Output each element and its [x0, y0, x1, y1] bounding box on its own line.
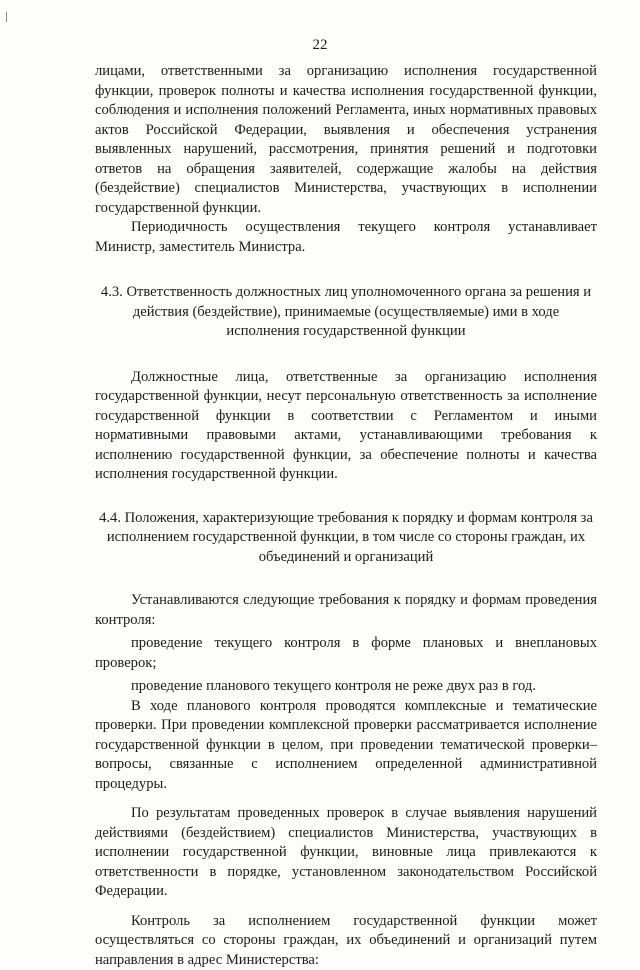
page-content [95, 62, 597, 970]
paragraph-requirements: Устанавливаются следующие требования к порядку и формам проведения контроля: [95, 591, 597, 630]
paragraph-continuation: лицами, ответственными за организацию исполнения государственной функции, проверок полноты и качества исполнения государственной функции, соблюдения и исполнения положений Регламента, иных нормативных правовых актов Российской Федерации, выявления и обеспечения устранения выявленных нарушений, рассмотрения, принятия решений и подготовки ответов на обращения заявителей, содержащие жалобы на действия (бездействие) специалистов Министерства, участвующих в исполнении государственной функции. [95, 62, 597, 218]
page-number: 22 [0, 37, 640, 54]
paragraph-citizen-control: Контроль за исполнением государственной функции может осуществляться со стороны граждан, их объединений и организаций путем направления в адрес Министерства: [95, 912, 597, 970]
scan-mark [6, 12, 7, 22]
paragraph-inspections: В ходе планового контроля проводятся комплексные и тематические проверки. При проведении комплексной проверки рассматривается исполнение государственной функции в целом, при проведении тематической проверки– вопросы, связанные с исполнением определенной административной процедуры. [95, 697, 597, 795]
paragraph-results: По результатам проведенных проверок в случае выявления нарушений действиями (бездействием) специалистов Министерства, участвующих в исполнении государственной функции, виновные лица привлекаются к ответственности в порядке, установленном законодательством Российской Федерации. [95, 804, 597, 902]
list-item-current-control: проведение текущего контроля в форме плановых и внеплановых проверок; [95, 634, 597, 673]
paragraph-periodicity: Периодичность осуществления текущего контроля устанавливает Министр, заместитель Министра. [95, 218, 597, 257]
list-item-planned-control: проведение планового текущего контроля не реже двух раз в год. [95, 677, 597, 697]
section-heading-4-3: 4.3. Ответственность должностных лиц уполномоченного органа за решения и действия (бездействие), принимаемые (осуществляемые) ими в ходе исполнения государственной функции [95, 283, 597, 342]
section-heading-4-4: 4.4. Положения, характеризующие требования к порядку и формам контроля за исполнением государственной функции, в том числе со стороны граждан, их объединений и организаций [95, 509, 597, 568]
paragraph-responsibility: Должностные лица, ответственные за организацию исполнения государственной функции, несут персональную ответственность за исполнение государственной функции в соответствии с Регламентом и иными нормативными правовыми актами, устанавливающими требования к исполнению государственной функции, за обеспечение полноты и качества исполнения государственной функции. [95, 368, 597, 485]
